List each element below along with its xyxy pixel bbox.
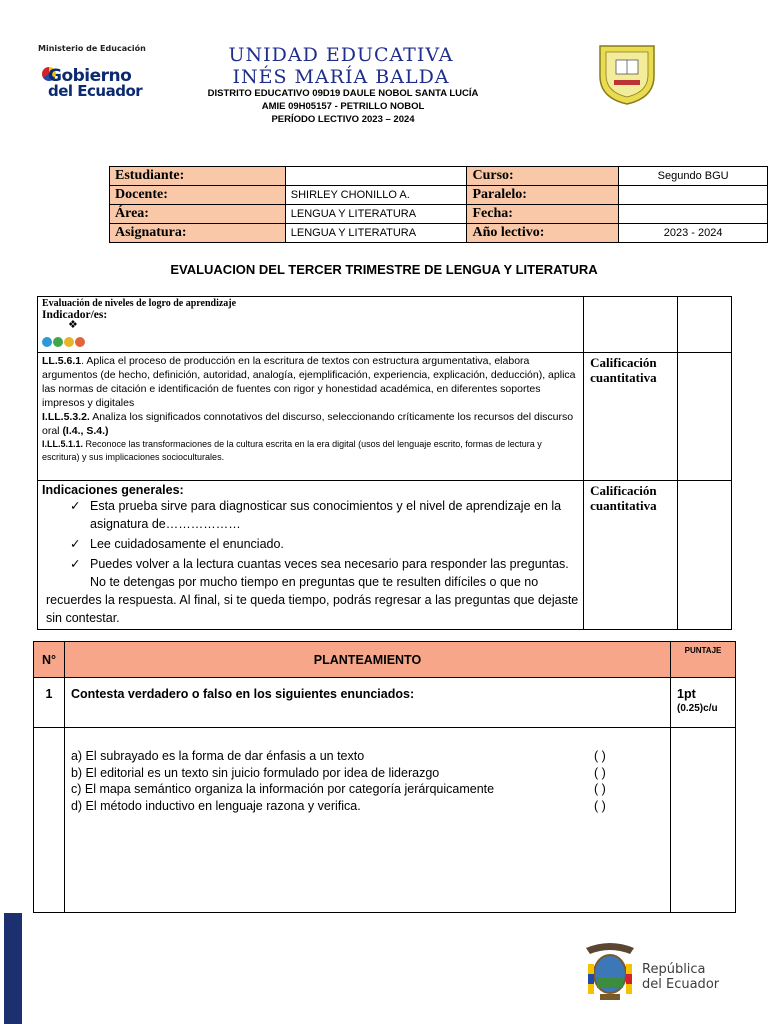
criterion-2-codes: (I.4., S.4.) xyxy=(62,425,109,437)
criterion-2 xyxy=(42,410,579,438)
general-instructions-title: Indicaciones generales: xyxy=(42,483,184,497)
parallel-label: Paralelo: xyxy=(467,186,619,205)
tf-item-a: a) El subrayado es la forma de dar énfasis a un texto ( ) xyxy=(70,749,606,763)
subject-label: Asignatura: xyxy=(110,224,286,243)
ministry-label: Ministerio de Educación xyxy=(38,44,146,53)
ecuador-coat-of-arms-icon xyxy=(580,938,640,1004)
criterion-1 xyxy=(42,354,579,410)
student-value xyxy=(285,167,467,186)
calification-2-line2: cuantitativa xyxy=(590,498,657,513)
tf-item-b: b) El editorial es un texto sin juicio formulado por idea de liderazgo ( ) xyxy=(70,765,606,780)
criterion-3-text: Reconoce las transformaciones de la cultura escrita en la era digital (usos del lenguaje escrito, formas de lectura y escritura) y sus implicaciones socioculturales. xyxy=(42,439,542,462)
area-value: LENGUA Y LITERATURA xyxy=(285,205,467,224)
answer-blank-a[interactable]: ( ) xyxy=(593,749,606,763)
competency-cm-icon xyxy=(53,337,63,347)
left-accent-bar xyxy=(4,913,22,1024)
col-number-header: N° xyxy=(34,642,65,678)
calification-1-line1: Calificación xyxy=(590,355,657,370)
indicator-label: Indicador/es: xyxy=(42,309,108,321)
gobierno-logo xyxy=(38,62,148,100)
col-statement-header: PLANTEAMIENTO xyxy=(64,642,670,678)
criterion-3 xyxy=(42,438,579,464)
true-false-items xyxy=(64,728,670,913)
criterion-3-code: I.LL.5.1.1. xyxy=(42,439,84,449)
course-value: Segundo BGU xyxy=(619,167,768,186)
col-score-header: PUNTAJE xyxy=(671,642,736,678)
criterion-1-code: LL.5.6.1 xyxy=(42,355,82,367)
teacher-value: SHIRLEY CHONILLO A. xyxy=(285,186,467,205)
criterion-1-text: . Aplica el proceso de producción en la escritura de textos con estructura argumentativa, elaborа argumentos (de hecho, definición, autoridad, analogía, ejemplificación, experiencia, explicación, deducción), aplica las normas de citación e identificación de fuentes con rigor y honestidad académica, en diferentes soportes impresos y digitales xyxy=(42,355,576,409)
republic-line1: República xyxy=(642,962,706,977)
question-1-points-each: (0.25)c/u xyxy=(677,703,718,714)
course-label: Curso: xyxy=(467,167,619,186)
teacher-label: Docente: xyxy=(110,186,286,205)
date-value xyxy=(619,205,768,224)
question-1-text: Contesta verdadero o falso en los siguientes enunciados: xyxy=(64,678,670,728)
eval-heading: Evaluación de niveles de logro de aprendizaje xyxy=(42,298,237,309)
diamond-bullet-icon: ❖ xyxy=(68,319,78,331)
answer-blank-b[interactable]: ( ) xyxy=(593,765,606,780)
question-1-points-total: 1pt xyxy=(677,687,696,701)
calification-1-line2: cuantitativa xyxy=(590,370,657,385)
question-1-points xyxy=(671,678,736,728)
gobierno-logo-line1: Gobierno xyxy=(48,66,132,86)
date-label: Fecha: xyxy=(467,205,619,224)
tf-item-c: c) El mapa semántico organiza la información por categoría jerárquicamente ( ) xyxy=(70,782,606,796)
criterion-2-text: Analiza los significados connotativos del discurso, seleccionando críticamente los recursos del discurso oral xyxy=(42,411,574,437)
student-label: Estudiante: xyxy=(110,167,286,186)
instruction-3: ✓ Puedes volver a la lectura cuantas veces sea necesario para responder las preguntas. xyxy=(70,557,569,571)
year-value: 2023 - 2024 xyxy=(619,224,768,243)
indicators-table xyxy=(37,296,732,630)
question-1-number: 1 xyxy=(34,678,65,728)
school-name-line1: UNIDAD EDUCATIVA xyxy=(228,44,454,66)
student-info-table xyxy=(109,166,768,243)
check-icon: ✓ xyxy=(70,499,81,513)
evaluation-title: EVALUACION DEL TERCER TRIMESTRE DE LENGUA Y LITERATURA xyxy=(170,262,598,277)
answer-blank-d[interactable]: ( ) xyxy=(593,798,606,813)
amie-line: AMIE 09H05157 - PETRILLO NOBOL xyxy=(261,101,425,112)
tf-item-d: d) El método inductivo en lenguaje razona y verifica. ( ) xyxy=(70,798,606,813)
criterion-2-code: I.LL.5.3.2. xyxy=(42,411,90,423)
questions-table xyxy=(33,641,736,913)
instruction-2: ✓ Lee cuidadosamente el enunciado. xyxy=(70,537,284,551)
instruction-1: ✓ Esta prueba sirve para diagnosticar sus conocimientos y el nivel de aprendizaje en la asignatura de……………… xyxy=(70,499,562,531)
competency-cs-icon xyxy=(75,337,85,347)
period-line: PERÍODO LECTIVO 2023 – 2024 xyxy=(271,114,415,125)
subject-value: LENGUA Y LITERATURA xyxy=(285,224,467,243)
instruction-4: No te detengas por mucho tiempo en preguntas que te resulten difíciles o que no recuerdes la respuesta. Al final, si te queda tiempo, podrás regresar a las preguntas que dejaste sin contestar. xyxy=(46,575,579,625)
gobierno-logo-line2: del Ecuador xyxy=(48,82,143,100)
parallel-value xyxy=(619,186,768,205)
year-label: Año lectivo: xyxy=(467,224,619,243)
competency-c-icon xyxy=(42,337,52,347)
competency-cd-icon xyxy=(64,337,74,347)
competency-icons xyxy=(42,337,579,347)
school-name-line2: INÉS MARÍA BALDA xyxy=(232,66,450,88)
school-crest-icon xyxy=(596,40,658,106)
check-icon: ✓ xyxy=(70,537,81,551)
district-line: DISTRITO EDUCATIVO 09D19 DAULE NOBOL SANTA LUCÍA xyxy=(207,88,479,99)
republic-line2: del Ecuador xyxy=(642,977,720,992)
area-label: Área: xyxy=(110,205,286,224)
answer-blank-c[interactable]: ( ) xyxy=(593,782,606,796)
calification-2-line1: Calificación xyxy=(590,483,657,498)
check-icon: ✓ xyxy=(70,557,81,571)
